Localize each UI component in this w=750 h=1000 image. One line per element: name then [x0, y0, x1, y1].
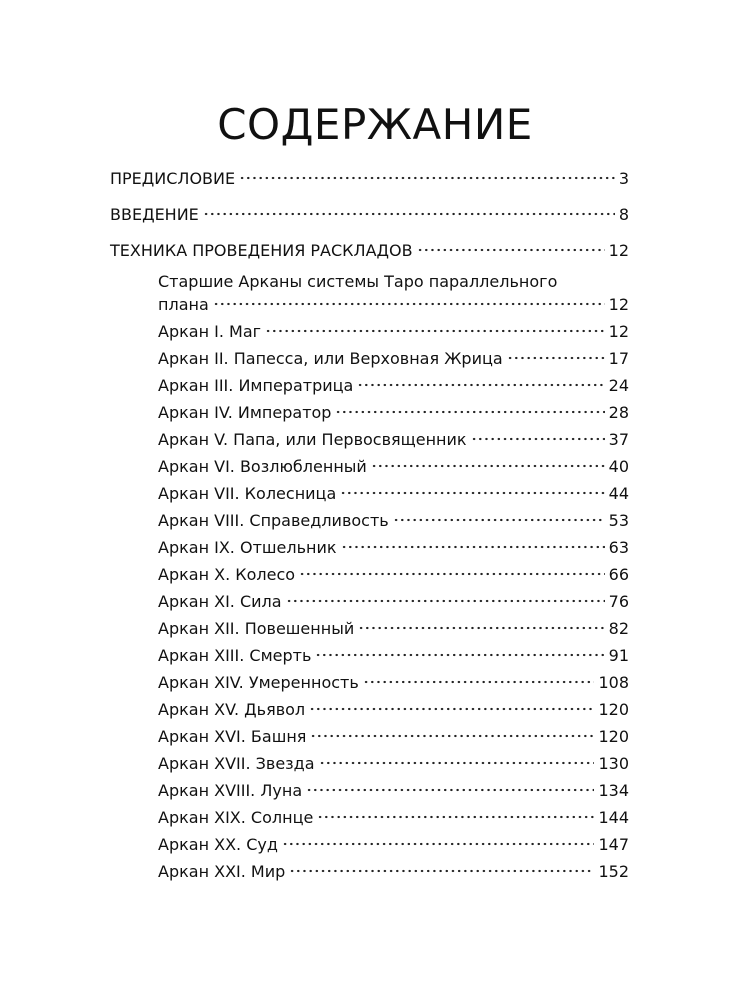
dot-leader — [289, 869, 594, 873]
toc-entry[interactable] — [158, 483, 629, 505]
dot-leader — [309, 707, 594, 711]
toc-entry-page: 147 — [598, 835, 629, 854]
toc-entry-label: Аркан XIX. Солнце — [158, 808, 314, 827]
toc-entry-page: 76 — [608, 592, 629, 611]
toc-entry-label-line1: Старшие Арканы системы Таро параллельного — [158, 272, 558, 291]
toc-entry-page: 144 — [598, 808, 629, 827]
toc-entry-label: Аркан X. Колесо — [158, 565, 296, 584]
toc-entry[interactable] — [158, 753, 629, 775]
dot-leader — [357, 383, 604, 387]
dot-leader — [239, 176, 615, 180]
toc-entry-label: ТЕХНИКА ПРОВЕДЕНИЯ РАСКЛАДОВ — [110, 241, 413, 260]
toc-entry[interactable] — [110, 168, 629, 190]
dot-leader — [417, 248, 605, 252]
toc-entry[interactable] — [158, 699, 629, 721]
toc-entry-page: 82 — [608, 619, 629, 638]
toc-entry[interactable] — [158, 564, 629, 586]
dot-leader — [471, 437, 605, 441]
dot-leader — [371, 464, 605, 468]
dot-leader — [286, 599, 605, 603]
dot-leader — [341, 545, 605, 549]
toc-entry-page: 91 — [608, 646, 629, 665]
toc-entry-page: 28 — [608, 403, 629, 422]
dot-leader — [203, 212, 615, 216]
dot-leader — [317, 815, 594, 819]
toc-entry-page: 108 — [598, 673, 629, 692]
dot-leader — [310, 734, 594, 738]
toc-entry[interactable] — [110, 204, 629, 226]
toc-entry[interactable] — [158, 591, 629, 613]
toc-entry-label: Аркан XXI. Мир — [158, 862, 286, 881]
toc-entry[interactable] — [158, 672, 629, 694]
toc-entry-page: 53 — [608, 511, 629, 530]
toc-entry[interactable] — [158, 294, 629, 316]
toc-entry-page: 63 — [608, 538, 629, 557]
toc-entry-label: Аркан XX. Суд — [158, 835, 278, 854]
toc-entry-label: Аркан XI. Сила — [158, 592, 282, 611]
toc-entry-label: ПРЕДИСЛОВИЕ — [110, 169, 236, 188]
dot-leader — [265, 329, 605, 333]
toc-entry-page: 40 — [608, 457, 629, 476]
toc-entry-label: Аркан XVI. Башня — [158, 727, 307, 746]
dot-leader — [363, 680, 595, 684]
dot-leader — [335, 410, 604, 414]
dot-leader — [299, 572, 605, 576]
toc-entry-label: Аркан I. Маг — [158, 322, 262, 341]
toc-entry-label: Аркан IX. Отшельник — [158, 538, 337, 557]
dot-leader — [393, 518, 605, 522]
toc-entry-page: 3 — [618, 169, 629, 188]
toc-entry-page: 120 — [598, 727, 629, 746]
toc-entry-label: Аркан VI. Возлюбленный — [158, 457, 367, 476]
toc-entry-page: 8 — [618, 205, 629, 224]
toc-entry[interactable] — [158, 618, 629, 640]
toc-entry-label: ВВЕДЕНИЕ — [110, 205, 199, 224]
toc-entry[interactable] — [158, 861, 629, 883]
toc-entry-label: Аркан II. Папесса, или Верховная Жрица — [158, 349, 503, 368]
toc-entry-page: 12 — [608, 295, 629, 314]
toc-entry-page: 120 — [598, 700, 629, 719]
toc-entry-label: Аркан XV. Дьявол — [158, 700, 306, 719]
toc-entry-label: Аркан XIII. Смерть — [158, 646, 312, 665]
toc-entry[interactable] — [158, 834, 629, 856]
toc-entry[interactable] — [158, 645, 629, 667]
toc-entry[interactable] — [158, 537, 629, 559]
dot-leader — [213, 302, 605, 306]
toc-entry-label: Аркан V. Папа, или Первосвященник — [158, 430, 467, 449]
toc-entry-label: Аркан XIV. Умеренность — [158, 673, 359, 692]
toc-entry-page: 130 — [598, 754, 629, 773]
toc-entry[interactable] — [158, 780, 629, 802]
toc-entry-label: Аркан III. Императрица — [158, 376, 354, 395]
toc-entry[interactable] — [158, 402, 629, 424]
toc-entry-page: 152 — [598, 862, 629, 881]
toc-entry[interactable] — [158, 348, 629, 370]
dot-leader — [306, 788, 594, 792]
toc-entry-page: 134 — [598, 781, 629, 800]
toc-entry[interactable] — [158, 456, 629, 478]
toc-entry[interactable] — [158, 807, 629, 829]
toc-entry-page: 66 — [608, 565, 629, 584]
dot-leader — [358, 626, 604, 630]
dot-leader — [282, 842, 595, 846]
toc-entry-label: Аркан XII. Повешенный — [158, 619, 355, 638]
toc-entry[interactable] — [110, 240, 629, 262]
page-title: СОДЕРЖАНИЕ — [217, 100, 533, 149]
toc-entry-label: плана — [158, 295, 209, 314]
toc-entry-page: 17 — [608, 349, 629, 368]
dot-leader — [315, 653, 604, 657]
toc-entry-page: 37 — [608, 430, 629, 449]
toc-entry[interactable] — [158, 726, 629, 748]
dot-leader — [507, 356, 605, 360]
toc-entry-label: Аркан VIII. Справедливость — [158, 511, 389, 530]
toc-entry-label: Аркан XVIII. Луна — [158, 781, 303, 800]
toc-entry[interactable] — [158, 510, 629, 532]
dot-leader — [319, 761, 595, 765]
toc-entry[interactable] — [158, 375, 629, 397]
toc-entry-page: 44 — [608, 484, 629, 503]
toc-entry-page: 24 — [608, 376, 629, 395]
toc-entry[interactable] — [158, 429, 629, 451]
dot-leader — [340, 491, 604, 495]
toc-entry-page: 12 — [608, 241, 629, 260]
toc-entry-label: Аркан IV. Император — [158, 403, 332, 422]
toc-entry-label: Аркан XVII. Звезда — [158, 754, 315, 773]
toc-entry-label: Аркан VII. Колесница — [158, 484, 337, 503]
toc-entry[interactable] — [158, 321, 629, 343]
toc-entry-page: 12 — [608, 322, 629, 341]
